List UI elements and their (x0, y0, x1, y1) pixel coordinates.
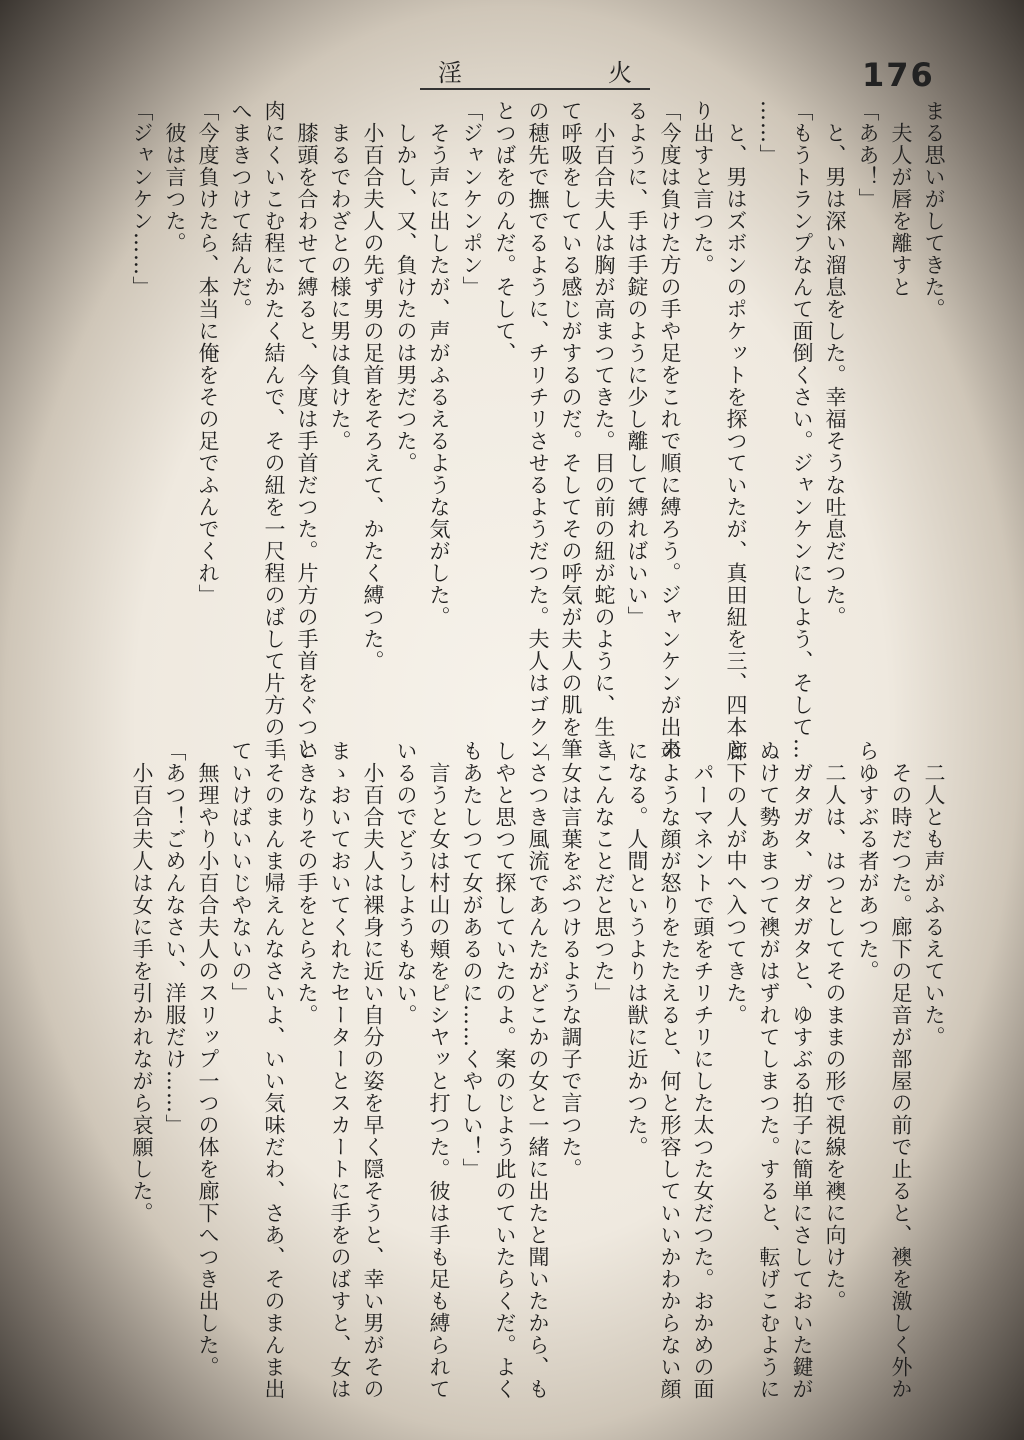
page-number: 176 (862, 56, 935, 94)
text-line: 膝頭を合わせて縛ると、今度は手首だつた。片方の手首をぐつと (295, 100, 319, 760)
text-line: るように、手は手錠のように少し離して縛ればいい」 (625, 100, 649, 628)
text-line: 小百合夫人は裸身に近い自分の姿を早く隠そうと、幸い男がその (361, 740, 385, 1400)
text-line: らゆすぶる者があつた。 (856, 740, 880, 982)
text-line: 彼は言つた。 (163, 100, 187, 254)
text-line: 小百合夫人は胸が高まつてきた。目の前の紐が蛇のように、生き (592, 100, 616, 760)
text-line: ていけばいいじやないの」 (229, 740, 253, 1004)
text-line: 二人とも声がふるえていた。 (922, 740, 946, 1048)
text-line: 「そのまんま帰えんなさいよ、いい気味だわ、さあ、そのまんま出 (262, 740, 286, 1400)
text-line: 「あつ！ごめんなさい、洋服だけ……」 (163, 740, 187, 1136)
text-line: 小百合夫人の先ず男の足首をそろえて、かたく縛つた。 (361, 100, 385, 672)
text-line: パーマネントで頭をチリチリにした太つた女だつた。おかめの面 (691, 740, 715, 1400)
text-line: 「もうトランプなんて面倒くさい。ジャンケンにしよう、そして… (790, 100, 814, 760)
text-line: しかし、又、負けたのは男だつた。 (394, 100, 418, 474)
lower-text-block (130, 740, 950, 1400)
text-line: 「ジャンケンポン」 (460, 100, 484, 298)
text-line: て呼吸をしている感じがするのだ。そしてその呼気が夫人の肌を筆 (559, 100, 583, 760)
text-line: り出すと言つた。 (691, 100, 715, 276)
text-line: その時だつた。廊下の足音が部屋の前で止ると、襖を激しく外か (889, 740, 913, 1400)
text-line: いるのでどうしようもない。 (394, 740, 418, 1026)
text-line: まるでわざとの様に男は負けた。 (328, 100, 352, 452)
text-line: 「今度は負けた方の手や足をこれで順に縛ろう。ジャンケンが出来 (658, 100, 682, 760)
text-line: もあたしつて女があるのに……くやしい！」 (460, 740, 484, 1180)
text-line: 小百合夫人は女に手を引かれながら哀願した。 (130, 740, 154, 1224)
text-line: 二人は、はつとしてそのままの形で視線を襖に向けた。 (823, 740, 847, 1312)
text-line: 「ああ！」 (856, 100, 880, 210)
text-line: ガタガタ、ガタガタと、ゆすぶる拍子に簡単にさしておいた鍵が (790, 740, 814, 1400)
text-line: と、男は深い溜息をした。幸福そうな吐息だつた。 (823, 100, 847, 628)
running-title-right: 火 (608, 59, 632, 87)
text-line: 「こんなことだと思つた」 (592, 740, 616, 1004)
text-line: の穂先で撫でるように、チリチリさせるようだつた。夫人はゴクン (526, 100, 550, 760)
text-line: 肉にくいこむ程にかたく結んで、その紐を一尺程のばして片方の手 (262, 100, 286, 760)
text-line: しやと思つて探していたのよ。案のじよう此のていたらくだ。よく (493, 740, 517, 1400)
text-line: まゝおいておいてくれたセーターとスカートに手をのばすと、女は (328, 740, 352, 1400)
text-line: 無理やり小百合夫人のスリップ一つの体を廊下へつき出した。 (196, 740, 220, 1378)
upper-text-block (130, 100, 950, 760)
text-line: いきなりその手をとらえた。 (295, 740, 319, 1026)
text-line: のような顔が怒りをたたえると、何と形容していいかわからない顔 (658, 740, 682, 1400)
text-line: ……」 (757, 100, 781, 166)
text-line: まる思いがしてきた。 (922, 100, 946, 320)
text-line: 女は言葉をぶつけるような調子で言つた。 (559, 740, 583, 1180)
text-line: そう声に出したが、声がふるえるような気がした。 (427, 100, 451, 628)
running-title (420, 56, 650, 90)
text-line: と、男はズボンのポケットを探つていたが、真田紐を三、四本と (724, 100, 748, 760)
text-line: 言うと女は村山の頬をピシヤッと打つた。彼は手も足も縛られて (427, 740, 451, 1400)
text-line: ぬけて勢あまつて襖がはずれてしまつた。すると、転げこむように (757, 740, 781, 1400)
text-line: 「ジャンケン……」 (130, 100, 154, 298)
text-line: 夫人が唇を離すと (889, 100, 913, 298)
text-line: とつばをのんだ。そして、 (493, 100, 517, 364)
running-title-left: 淫 (438, 59, 462, 87)
text-line: 「さつき風流であんたがどこかの女と一緒に出たと聞いたから、も (526, 740, 550, 1400)
text-line: 廊下の人が中へ入つてきた。 (724, 740, 748, 1026)
text-line: になる。人間というよりは獣に近かつた。 (625, 740, 649, 1158)
text-line: へまきつけて結んだ。 (229, 100, 253, 320)
text-line: 「今度負けたら、本当に俺をその足でふんでくれ」 (196, 100, 220, 606)
